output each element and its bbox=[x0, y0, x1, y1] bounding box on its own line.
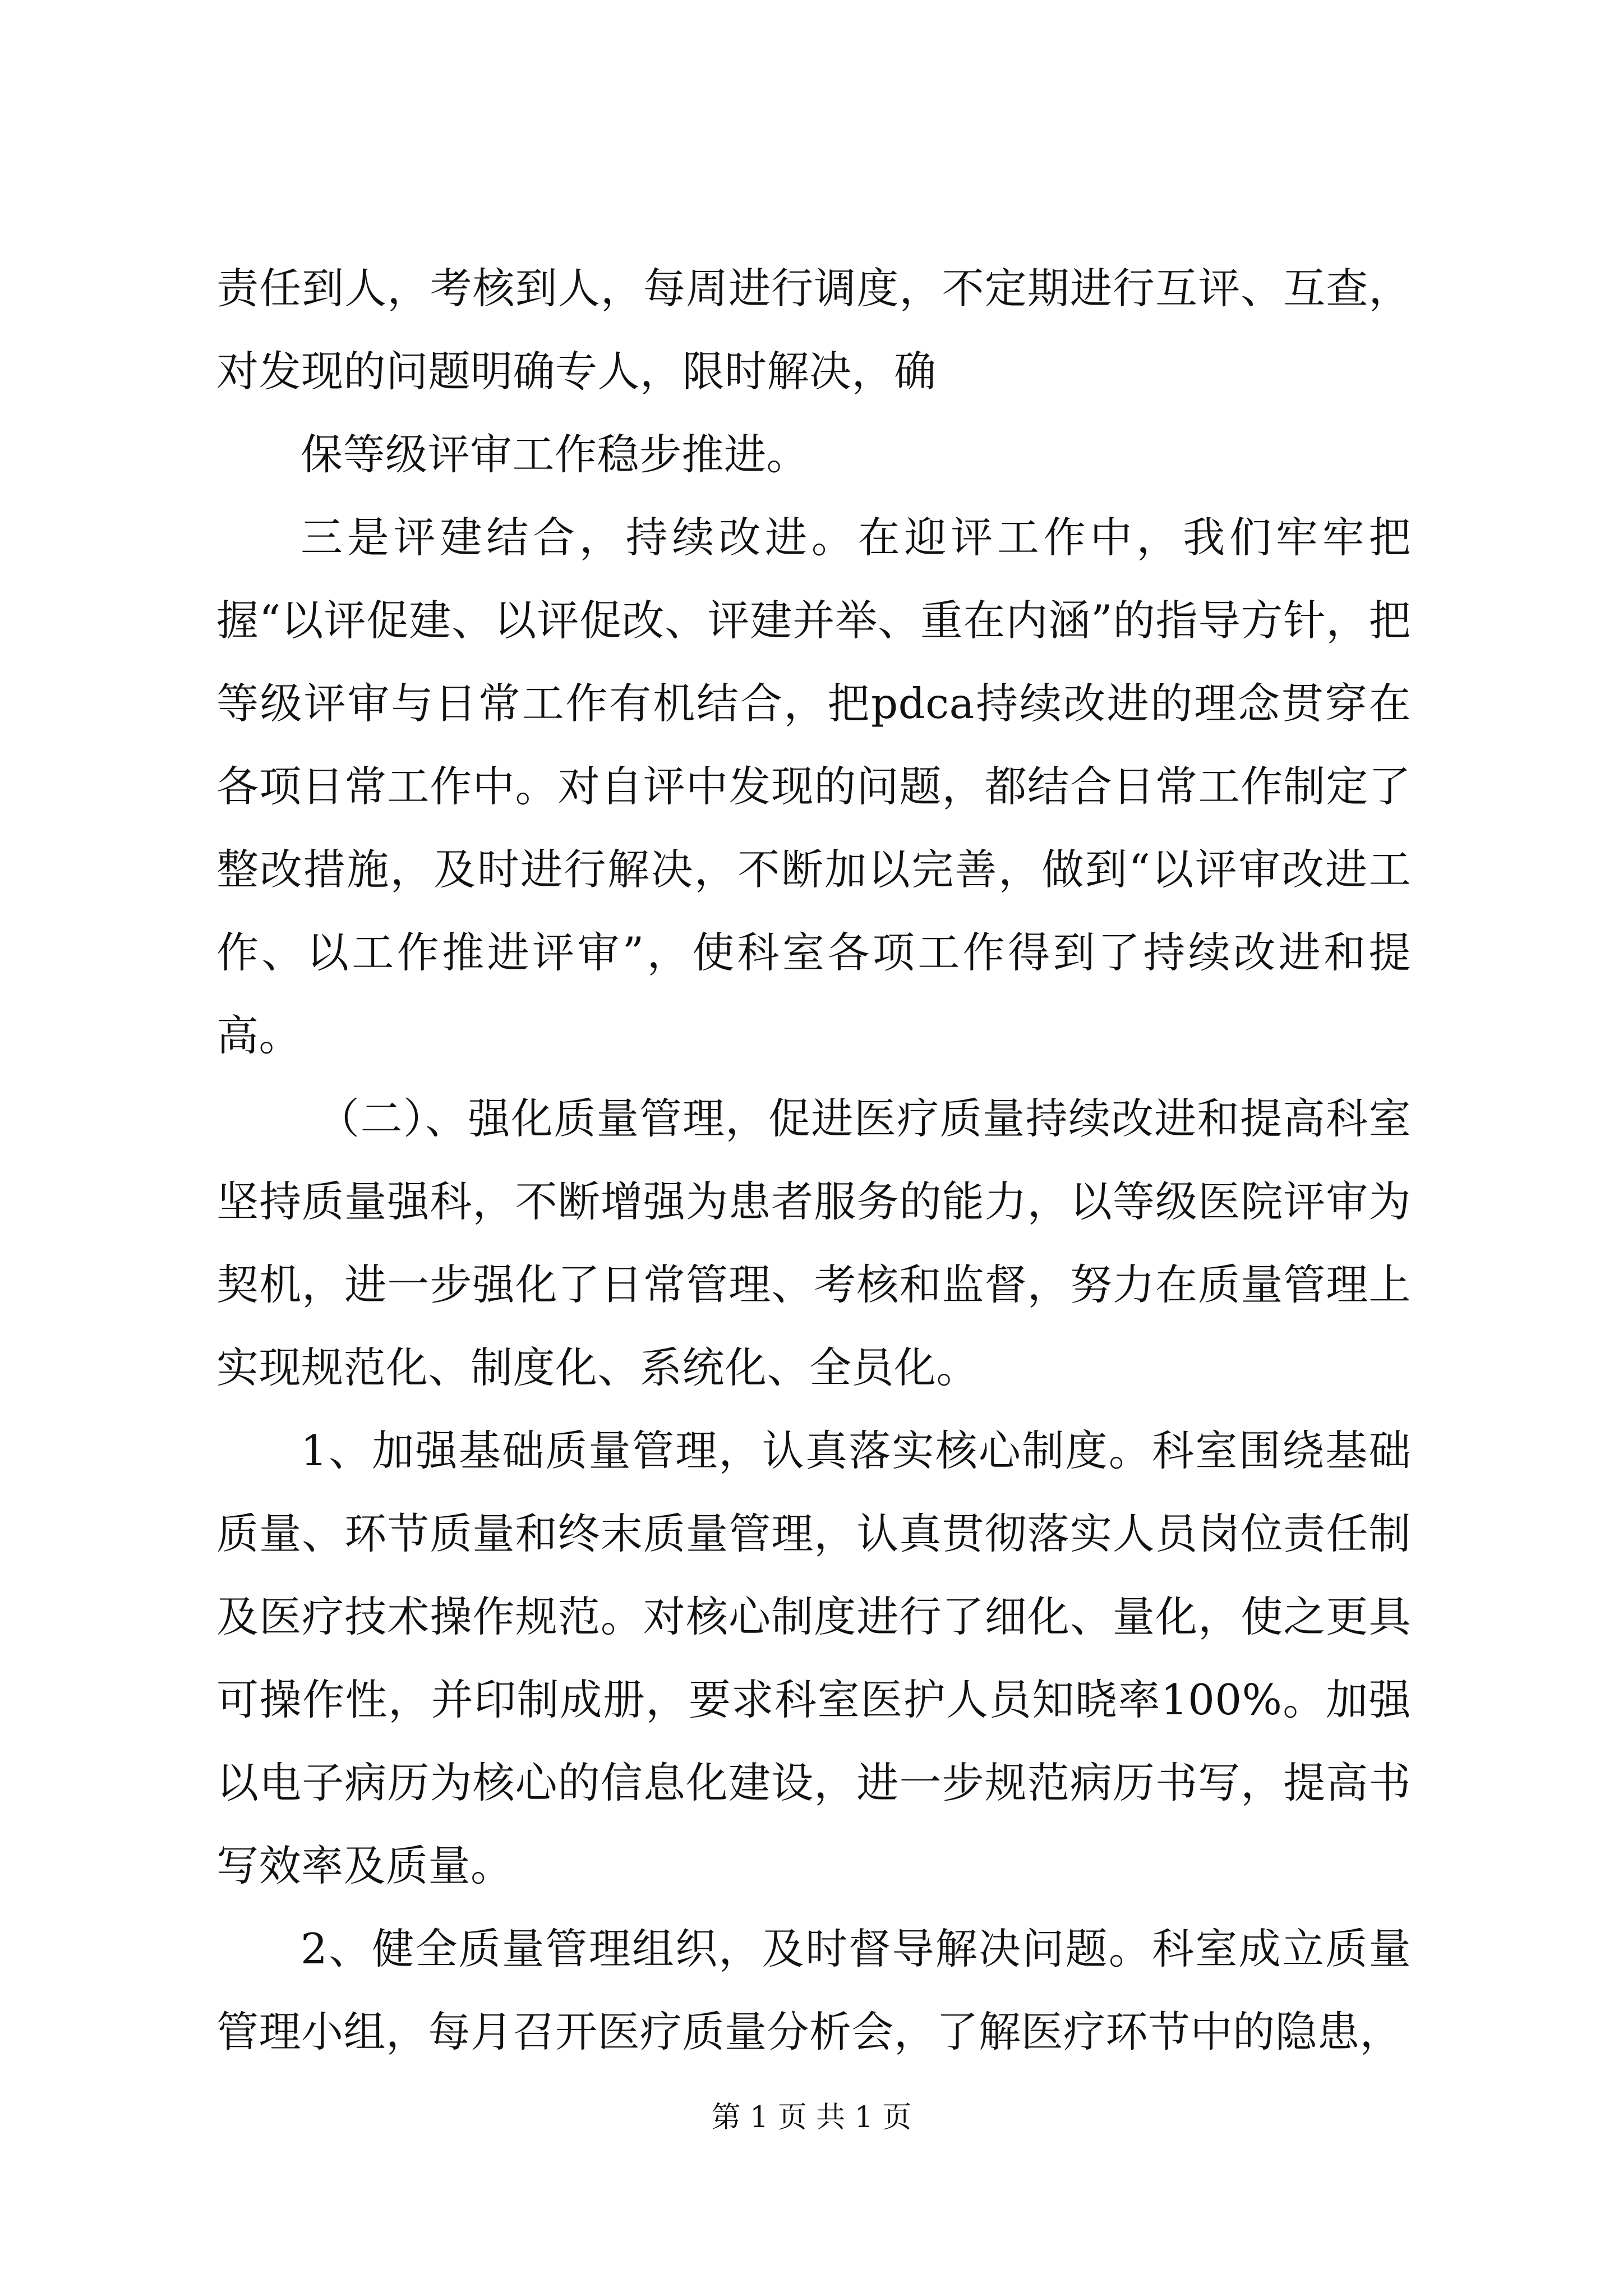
document-body bbox=[216, 247, 1411, 2073]
section-heading-paragraph: （二）、强化质量管理，促进医疗质量持续改进和提高科室坚持质量强科，不断增强为患者服务的能力，以等级医院评审为契机，进一步强化了日常管理、考核和监督，努力在质量管理上实现规范化、制度化、系统化、全员化。 bbox=[216, 1094, 1411, 1392]
page-footer: 第 1 页 共 1 页 bbox=[711, 2101, 912, 2134]
paragraph: 2、健全质量管理组织，及时督导解决问题。科室成立质量管理小组，每月召开医疗质量分析会，了解医疗环节中的隐患， bbox=[216, 1924, 1411, 2056]
paragraph: 三是评建结合，持续改进。在迎评工作中，我们牢牢把握“以评促建、以评促改、评建并举、重在内涵”的指导方针，把等级评审与日常工作有机结合，把pdca持续改进的理念贯穿在各项日常工作中。对自评中发现的问题，都结合日常工作制定了整改措施，及时进行解决，不断加以完善，做到“以评审改进工作、以工作推进评审”，使科室各项工作得到了持续改进和提高。 bbox=[216, 513, 1411, 1060]
paragraph: 责任到人，考核到人，每周进行调度，不定期进行互评、互查，对发现的问题明确专人，限时解决，确 bbox=[216, 264, 1411, 396]
paragraph: 1、加强基础质量管理，认真落实核心制度。科室围绕基础质量、环节质量和终末质量管理，认真贯彻落实人员岗位责任制及医疗技术操作规范。对核心制度进行了细化、量化，使之更具可操作性，并印制成册，要求科室医护人员知晓率100%。加强以电子病历为核心的信息化建设，进一步规范病历书写，提高书写效率及质量。 bbox=[216, 1426, 1411, 1890]
paragraph: 保等级评审工作稳步推进。 bbox=[301, 430, 809, 479]
